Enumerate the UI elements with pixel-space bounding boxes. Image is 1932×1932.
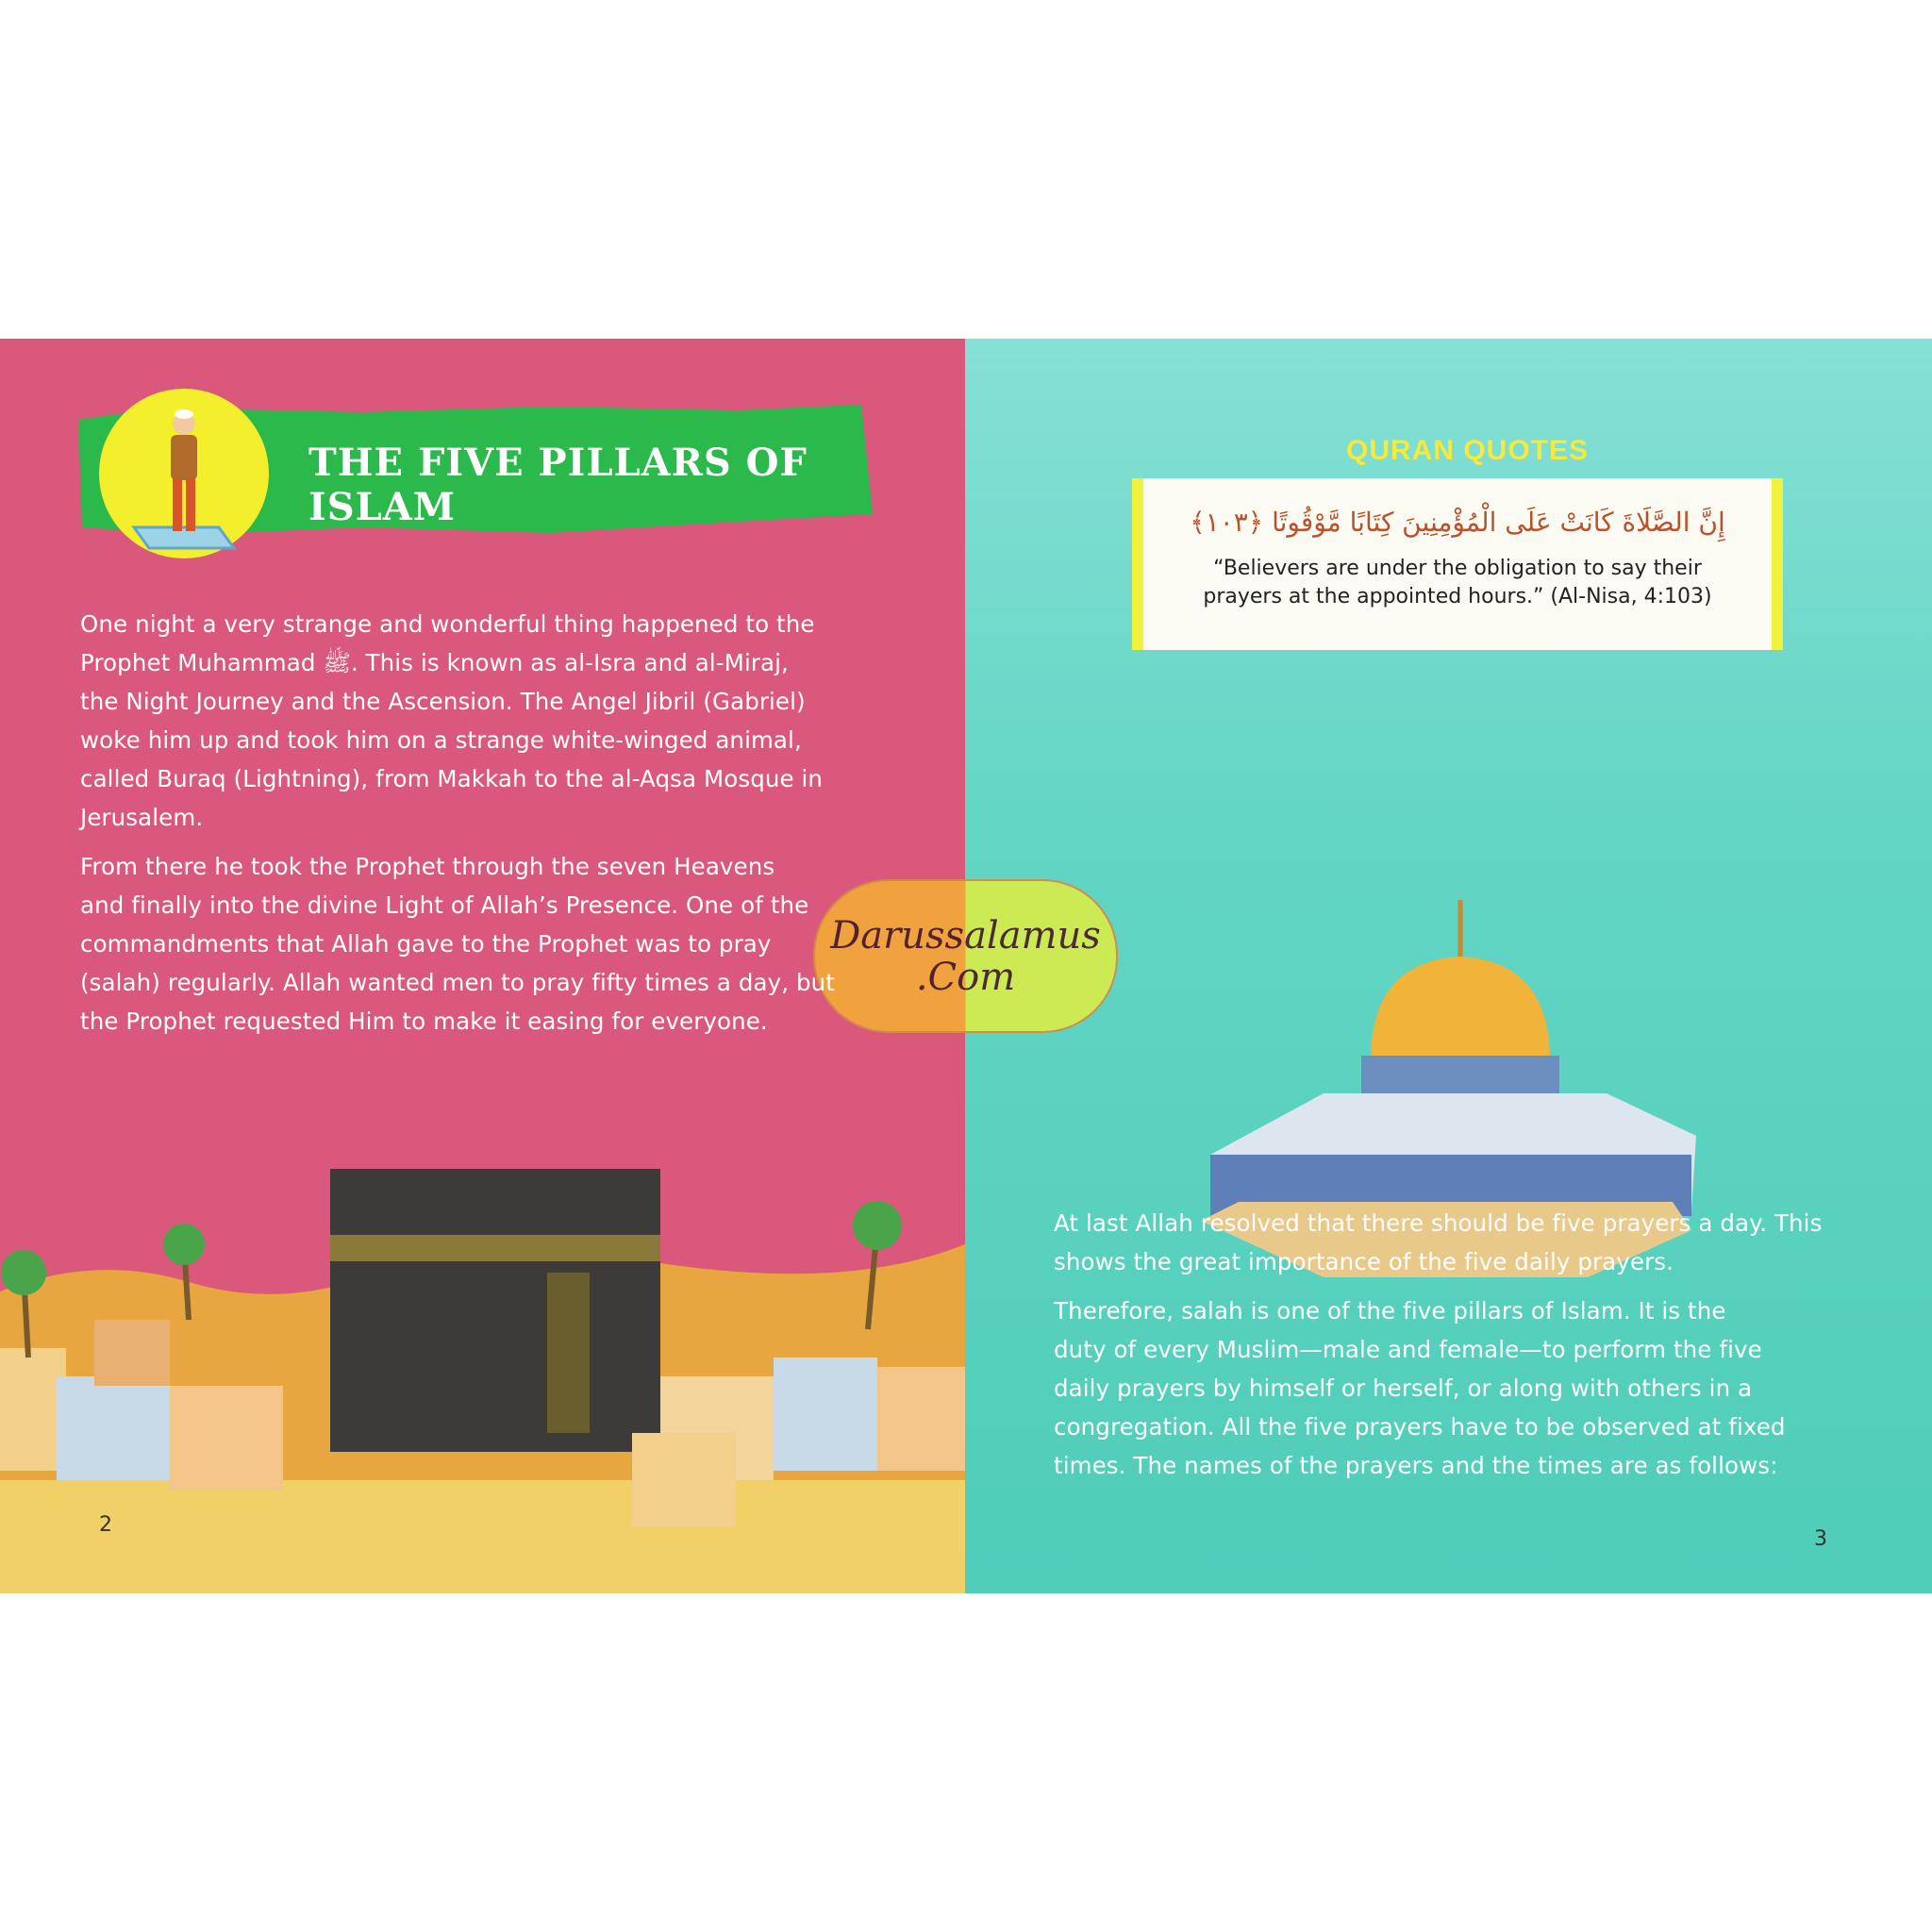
- text-line: daily prayers by himself or herself, or along with others in a: [1054, 1374, 1753, 1402]
- text-line: congregation. All the five prayers have to be observed at fixed: [1054, 1413, 1786, 1441]
- text-line: shows the great importance of the five daily prayers.: [1054, 1248, 1674, 1275]
- text-line: Prophet Muhammad ﷺ. This is known as al-Isra and al-Miraj,: [80, 649, 789, 676]
- kaaba-illustration: [0, 1169, 965, 1593]
- praying-boy-icon: [96, 386, 272, 561]
- text-line: At last Allah resolved that there should be five prayers a day. This: [1054, 1209, 1823, 1237]
- text-line: the Night Journey and the Ascension. The Angel Jibril (Gabriel): [80, 688, 806, 715]
- section-title: QURAN QUOTES: [1345, 435, 1589, 466]
- text-line: times. The names of the prayers and the times are as follows:: [1054, 1452, 1778, 1479]
- text-line: prayers at the appointed hours.” (Al-Nisa, 4:103): [1203, 585, 1712, 608]
- text-line: “Believers are under the obligation to say their: [1213, 557, 1702, 580]
- text-line: One night a very strange and wonderful thing happened to the: [80, 610, 815, 638]
- quote-english: [1143, 555, 1772, 611]
- watermark-logo: [813, 879, 1118, 1033]
- paragraph: [80, 847, 835, 1041]
- text-line: and finally into the divine Light of Allah’s Presence. One of the: [80, 891, 809, 919]
- text-line: called Buraq (Lightning), from Makkah to the al-Aqsa Mosque in: [80, 765, 824, 792]
- right-body-text: [1054, 1204, 1822, 1495]
- quote-box: [1132, 478, 1783, 650]
- text-line: (salah) regularly. Allah wanted men to pray fifty times a day, but: [80, 969, 836, 996]
- watermark-line1: Darussalamus: [830, 914, 1101, 958]
- text-line: From there he took the Prophet through the seven Heavens: [80, 853, 775, 880]
- quote-arabic: إِنَّ الصَّلَاةَ كَانَتْ عَلَى الْمُؤْمِنِينَ كِتَابًا مَّوْقُوتًا ﴿١٠٣﴾: [1190, 507, 1725, 538]
- text-line: commandments that Allah gave to the Prophet was to pray: [80, 930, 772, 958]
- left-page: [0, 339, 965, 1593]
- watermark-line2: .Com: [915, 956, 1016, 999]
- text-line: the Prophet requested Him to make it easing for everyone.: [80, 1008, 768, 1035]
- left-body-text: [80, 605, 835, 1051]
- text-line: duty of every Muslim—male and female—to perform the five: [1054, 1336, 1762, 1363]
- paragraph: [1054, 1204, 1822, 1281]
- text-line: woke him up and took him on a strange white-winged animal,: [80, 726, 802, 754]
- page-title: THE FIVE PILLARS OF ISLAM: [308, 441, 808, 529]
- paragraph: [80, 605, 835, 837]
- page-number: 2: [99, 1513, 112, 1537]
- page-number: 3: [1814, 1527, 1827, 1551]
- text-line: Therefore, salah is one of the five pillars of Islam. It is the: [1054, 1297, 1726, 1324]
- text-line: Jerusalem.: [80, 804, 204, 831]
- paragraph: [1054, 1291, 1822, 1485]
